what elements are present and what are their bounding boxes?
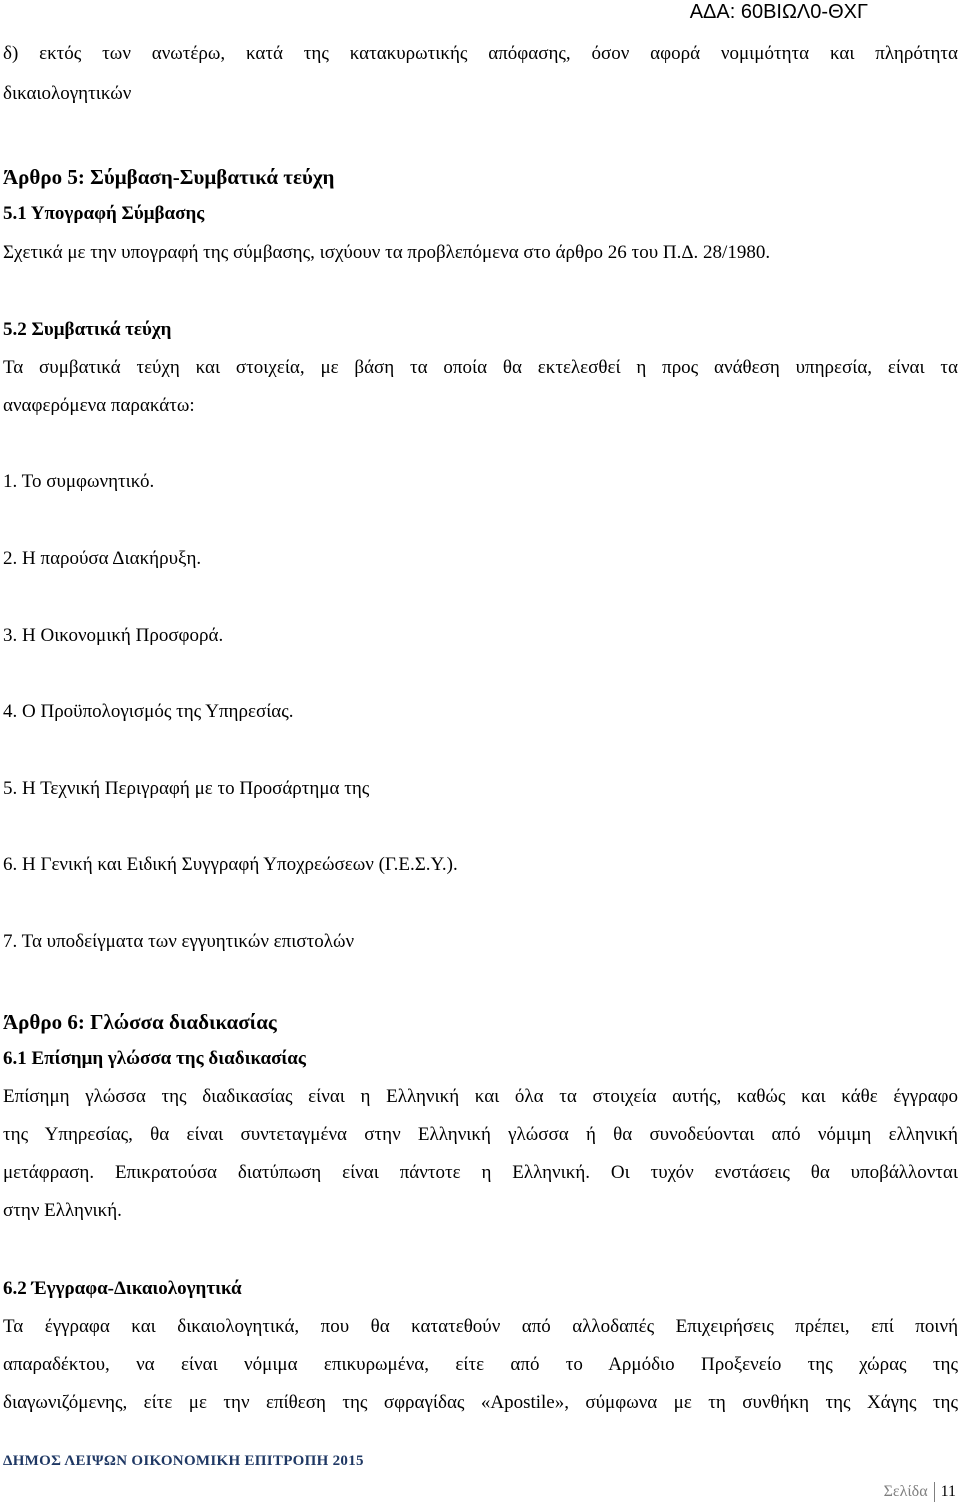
paragraph-line: Επίσημη γλώσσα της διαδικασίας είναι η Ελληνική και όλα τα στοιχεία αυτής, καθώς και κάθε έγγραφο (3, 1086, 958, 1107)
list-item: 2. Η παρούσα Διακήρυξη. (3, 548, 202, 569)
article-5-heading: Άρθρο 5: Σύμβαση-Συμβατικά τεύχη (3, 165, 335, 189)
list-item: 3. Η Οικονομική Προσφορά. (3, 625, 224, 646)
paragraph-line: μετάφραση. Επικρατούσα διατύπωση είναι πάντοτε η Ελληνική. Οι τυχόν ενστάσεις θα υποβάλλονται (3, 1162, 958, 1183)
page-separator (934, 1482, 935, 1502)
paragraph-line: δικαιολογητικών (3, 83, 132, 104)
paragraph-line: δ) εκτός των ανωτέρω, κατά της κατακυρωτικής απόφασης, όσον αφορά νομιμότητα και πληρότητα (3, 43, 958, 64)
list-item: 6. Η Γενική και Ειδική Συγγραφή Υποχρεώσεων (Γ.Ε.Σ.Υ.). (3, 854, 458, 875)
section-5-2-heading: 5.2 Συμβατικά τεύχη (3, 319, 172, 340)
page-number: 11 (940, 1483, 956, 1500)
paragraph-line: Σχετικά με την υπογραφή της σύμβασης, ισχύουν τα προβλεπόμενα στο άρθρο 26 του Π.Δ. 28/1980. (3, 242, 771, 263)
paragraph-line: απαραδέκτου, να είναι νόμιμα επικυρωμένα, είτε από το Αρμόδιο Προξενείο της χώρας της (3, 1354, 958, 1375)
paragraph-line: της Υπηρεσίας, θα είναι συντεταγμένα στην Ελληνική γλώσσα ή θα συνοδεύονται από νόμιμη ελληνική (3, 1124, 958, 1145)
article-6-heading: Άρθρο 6: Γλώσσα διαδικασίας (3, 1010, 277, 1034)
section-6-2-heading: 6.2 Έγγραφα-Δικαιολογητικά (3, 1278, 242, 1299)
section-5-1-heading: 5.1 Υπογραφή Σύμβασης (3, 203, 205, 224)
page-indicator (884, 1482, 956, 1502)
ada-code: ΑΔΑ: 60ΒΙΩΛ0-ΘΧΓ (689, 1, 868, 23)
section-6-1-heading: 6.1 Επίσημη γλώσσα της διαδικασίας (3, 1048, 306, 1069)
list-item: 1. Το συμφωνητικό. (3, 471, 155, 492)
list-item: 5. Η Τεχνική Περιγραφή με το Προσάρτημα της (3, 778, 370, 799)
paragraph-line: αναφερόμενα παρακάτω: (3, 395, 195, 416)
list-item: 7. Τα υποδείγματα των εγγυητικών επιστολών (3, 931, 355, 952)
list-item: 4. Ο Προϋπολογισμός της Υπηρεσίας. (3, 701, 294, 722)
footer-organization: ΔΗΜΟΣ ΛΕΙΨΩΝ ΟΙΚΟΝΟΜΙΚΗ ΕΠΙΤΡΟΠΗ 2015 (3, 1453, 364, 1469)
paragraph-line: Τα συμβατικά τεύχη και στοιχεία, με βάση τα οποία θα εκτελεσθεί η προς ανάθεση υπηρεσία, είναι τα (3, 357, 958, 378)
paragraph-line: στην Ελληνική. (3, 1200, 122, 1221)
paragraph-line: Τα έγγραφα και δικαιολογητικά, που θα κατατεθούν από αλλοδαπές Επιχειρήσεις πρέπει, επί ποινή (3, 1316, 958, 1337)
paragraph-line: διαγωνιζόμενης, είτε με την επίθεση της σφραγίδας «Apostile», σύμφωνα με τη συνθήκη της Χάγης της (3, 1392, 958, 1413)
page-label: Σελίδα (883, 1483, 928, 1500)
